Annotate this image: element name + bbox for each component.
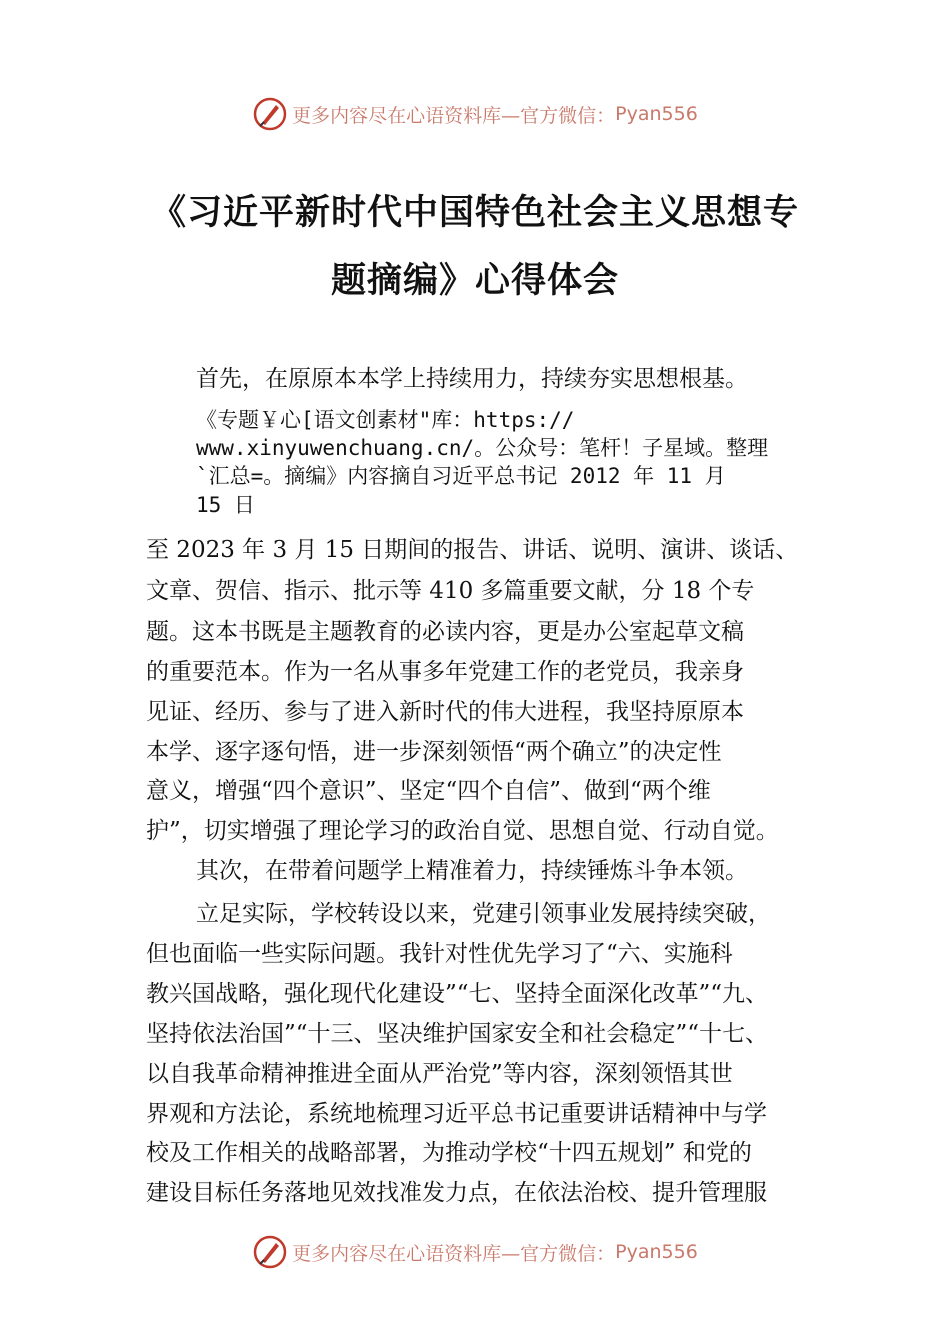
body-line: 见证、经历、参与了进入新时代的伟大进程，我坚持原原本 (146, 699, 744, 725)
quill-logo-icon (252, 96, 288, 132)
body-line: 立足实际，学校转设以来，党建引领事业发展持续突破， (196, 901, 771, 927)
body-line: 建设目标任务落地见效找准发力点，在依法治校、提升管理服 (146, 1180, 767, 1206)
doc-title-line-1: 《习近平新时代中国特色社会主义思想专 (150, 193, 799, 233)
body-line: 其次，在带着问题学上精准着力，持续锤炼斗争本领。 (196, 858, 748, 884)
body-line: 意义，增强“四个意识”、坚定“四个自信”、做到“两个维 (146, 778, 711, 804)
body-line: 首先，在原原本本学上持续用力，持续夯实思想根基。 (196, 366, 748, 392)
body-line: 文章、贺信、指示、批示等 410 多篇重要文献，分 18 个专 (146, 578, 755, 604)
body-line: 15 日 (196, 493, 255, 517)
body-line: www.xinyuwenchuang.cn/。公众号：笔杆！子星域。整理 (196, 436, 769, 460)
body-line: 界观和方法论，系统地梳理习近平总书记重要讲话精神中与学 (146, 1101, 767, 1127)
body-line: `汇总=。摘编》内容摘自习近平总书记 2012 年 11 月 (196, 464, 726, 488)
body-line: 的重要范本。作为一名从事多年党建工作的老党员，我亲身 (146, 659, 744, 685)
body-line: 教兴国战略，强化现代化建设”“七、坚持全面深化改革”“九、 (146, 981, 769, 1007)
footer-wechat-id: Pyan556 (615, 1241, 698, 1263)
footer-watermark (0, 1232, 950, 1272)
body-line: 至 2023 年 3 月 15 日期间的报告、讲话、说明、演讲、谈话、 (146, 537, 799, 563)
body-line: 题。这本书既是主题教育的必读内容，更是办公室起草文稿 (146, 619, 744, 645)
header-site-text: 更多内容尽在心语资料库—官方微信： (292, 104, 616, 127)
body-line: 但也面临一些实际问题。我针对性优先学习了“六、实施科 (146, 941, 733, 967)
body-line: 以自我革命精神推进全面从严治党”等内容，深刻领悟其世 (146, 1061, 733, 1087)
doc-title-line-2: 题摘编》心得体会 (330, 261, 619, 301)
body-line: 护”，切实增强了理论学习的政治自觉、思想自觉、行动自觉。 (146, 818, 779, 844)
body-line: 本学、逐字逐句悟，进一步深刻领悟“两个确立”的决定性 (146, 739, 722, 765)
footer-site-text: 更多内容尽在心语资料库—官方微信： (292, 1242, 616, 1265)
body-line: 《专题￥心[语文创素材"库：https:// (196, 408, 575, 432)
header-wechat-id: Pyan556 (615, 103, 698, 125)
header-watermark (0, 94, 950, 134)
body-line: 坚持依法治国”“十三、坚决维护国家安全和社会稳定”“十七、 (146, 1021, 769, 1047)
body-line: 校及工作相关的战略部署，为推动学校“十四五规划” 和党的 (146, 1140, 752, 1166)
quill-logo-icon (252, 1234, 288, 1270)
